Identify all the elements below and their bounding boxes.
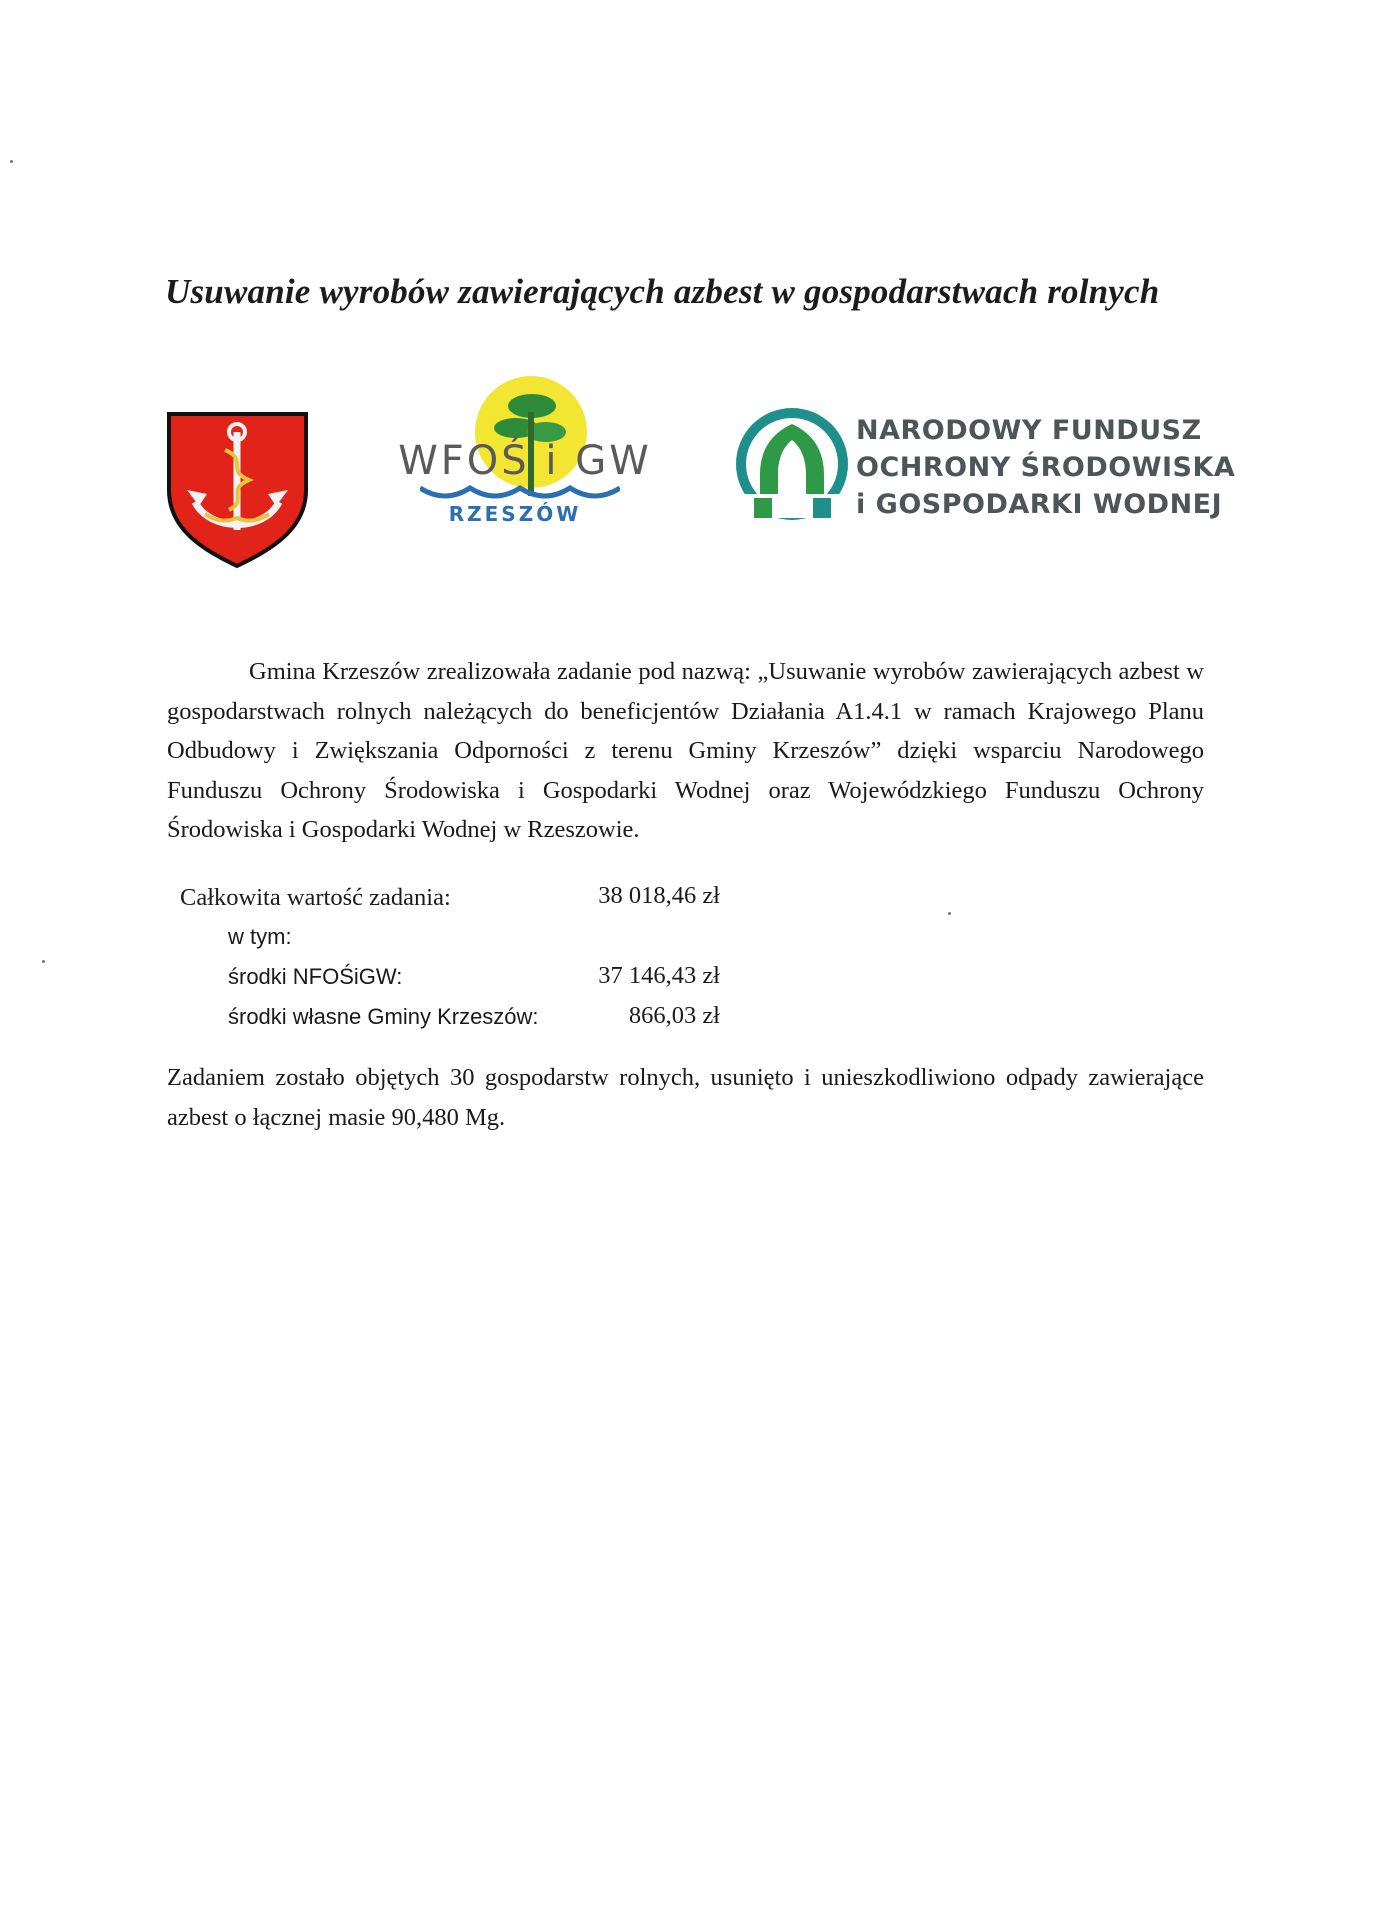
total-value: 38 018,46 zł bbox=[598, 882, 720, 909]
total-label: Całkowita wartość zadania: bbox=[180, 884, 451, 911]
scan-speck bbox=[42, 960, 45, 963]
coat-of-arms-icon bbox=[165, 410, 310, 570]
nfosigw-emblem-icon bbox=[730, 402, 855, 527]
waves-icon bbox=[420, 482, 620, 504]
including-label: w tym: bbox=[228, 924, 292, 949]
nfosigw-line-3: i GOSPODARKI WODNEJ bbox=[856, 489, 1223, 520]
document-title: Usuwanie wyrobów zawierających azbest w gospodarstwach rolnych bbox=[165, 272, 1160, 311]
nfosigw-line-2: OCHRONY ŚRODOWISKA bbox=[856, 452, 1236, 483]
own-funds-value: 866,03 zł bbox=[628, 1002, 720, 1029]
wfos-logo bbox=[380, 372, 665, 542]
summary-paragraph: Zadaniem zostało objętych 30 gospodarstw rolnych, usunięto i unieszkodliwiono odpady zawierające azbest o łącznej masie 90,480 Mg. bbox=[167, 1064, 1204, 1131]
nfos-value: 37 146,43 zł bbox=[598, 962, 720, 989]
nfosigw-line-1: NARODOWY FUNDUSZ bbox=[856, 415, 1202, 446]
intro-paragraph: Gmina Krzeszów zrealizowała zadanie pod nazwą: „Usuwanie wyrobów zawierających azbest w gospodarstwach rolnych należących do beneficjentów Działania A1.4.1 w ramach Krajowego Planu Odbudowy i Zwiększania Odporności z terenu Gminy Krzeszów” dzięki wsparciu Narodowego Funduszu Ochrony Środowiska i Gospodarki Wodnej oraz Wojewódzkiego Funduszu Ochrony Środowiska i Gospodarki Wodnej w Rzeszowie. bbox=[167, 658, 1204, 843]
scan-speck bbox=[948, 912, 951, 915]
scan-speck bbox=[10, 160, 13, 163]
nfos-label: środki NFOŚiGW: bbox=[228, 964, 403, 989]
nfosigw-name bbox=[856, 412, 1236, 523]
own-funds-label: środki własne Gminy Krzeszów: bbox=[228, 1004, 539, 1029]
wfos-name: WFOŚ i GW bbox=[398, 438, 652, 484]
wfos-city: RZESZÓW bbox=[448, 502, 582, 526]
